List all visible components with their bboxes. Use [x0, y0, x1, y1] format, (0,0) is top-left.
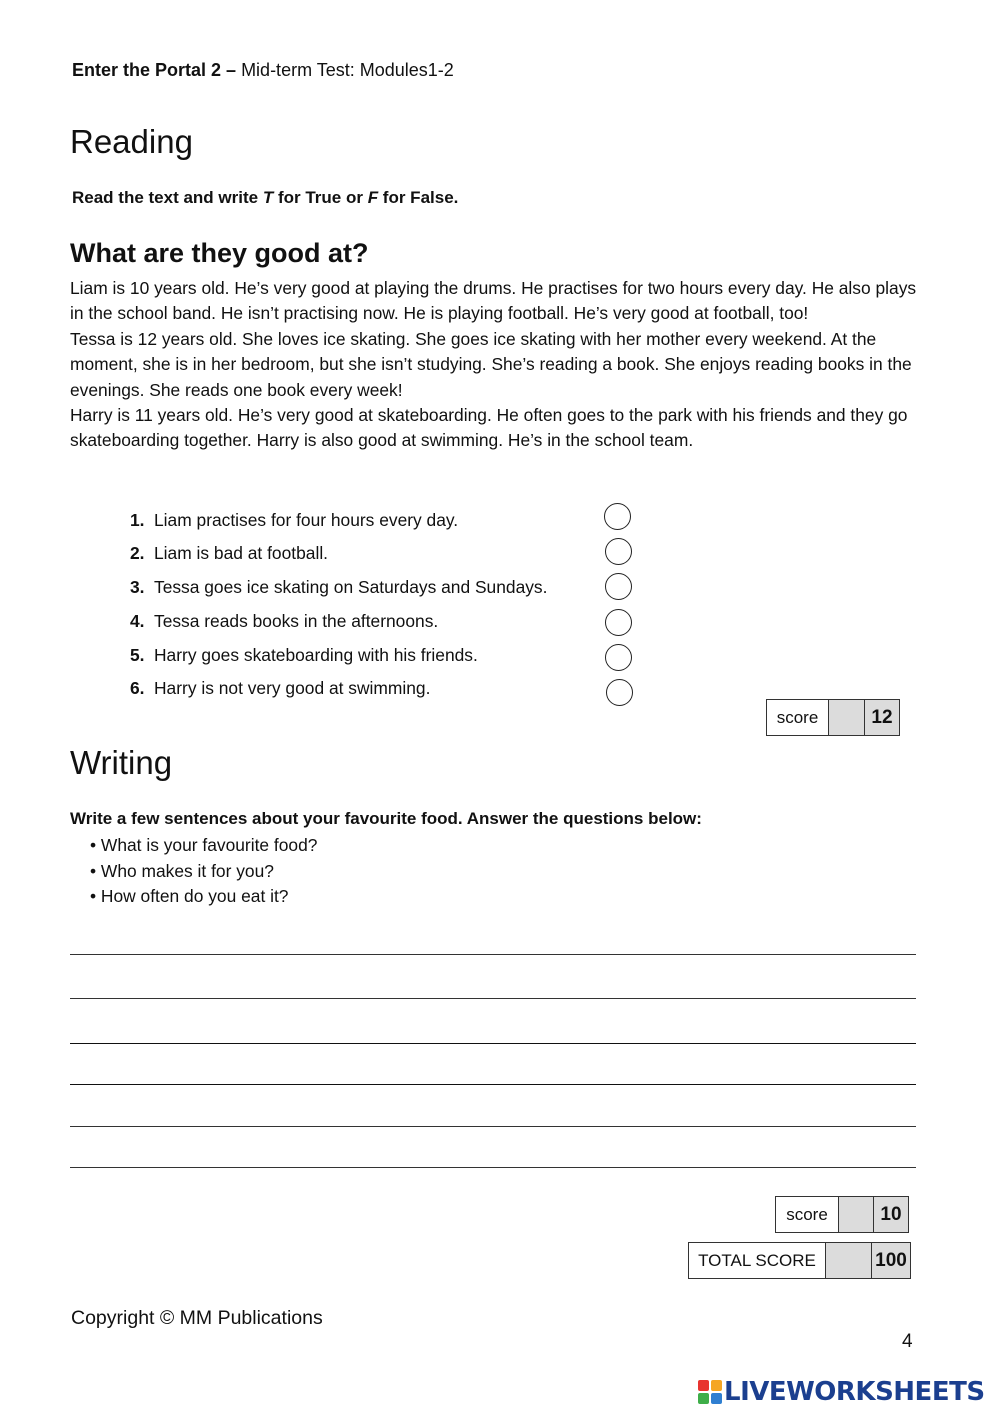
answer-circle-5[interactable] [605, 644, 632, 671]
score-input[interactable] [839, 1197, 874, 1232]
reading-passage [70, 276, 930, 454]
writing-score-box [775, 1196, 909, 1233]
answer-circle-3[interactable] [605, 573, 632, 600]
total-score-max: 100 [872, 1243, 910, 1278]
answer-circle-1[interactable] [604, 503, 631, 530]
question-number: 4. [130, 611, 145, 631]
reading-title: Reading [70, 123, 193, 160]
passage-paragraph-harry: Harry is 11 years old. He’s very good at skateboarding. He often goes to the park with his friends and they go skateboarding together. Harry is also good at swimming. He’s in the school team. [70, 405, 908, 451]
score-input[interactable] [829, 700, 865, 735]
prompt-item: • Who makes it for you? [90, 860, 274, 881]
writing-line[interactable] [70, 1084, 916, 1085]
brand-name: LIVEWORKSHEETS [724, 1377, 985, 1407]
writing-title: Writing [70, 744, 173, 781]
document-header [72, 60, 454, 81]
writing-line[interactable] [70, 954, 916, 955]
writing-line[interactable] [70, 1043, 916, 1044]
question-text: Harry is not very good at swimming. [154, 678, 431, 698]
reading-instruction: Read the text and write T for True or F for False. [72, 188, 459, 207]
question-text: Harry goes skateboarding with his friends. [154, 645, 478, 665]
answer-circle-6[interactable] [606, 679, 633, 706]
prompt-item: • How often do you eat it? [90, 886, 289, 907]
test-title: Mid-term Test: Modules1-2 [236, 60, 454, 80]
question-text: Liam is bad at football. [154, 543, 329, 563]
total-score-label: TOTAL SCORE [689, 1243, 826, 1278]
question-6 [130, 678, 430, 708]
question-1 [130, 510, 458, 540]
question-number: 2. [130, 543, 145, 563]
passage-paragraph-tessa: Tessa is 12 years old. She loves ice skating. She goes ice skating with her mother every weekend. At the moment, she is in her bedroom, but she isn’t studying. She’s reading a book. She enjoys reading books in the evenings. She reads one book every week! [70, 328, 912, 400]
writing-prompts [90, 833, 317, 910]
answer-circle-4[interactable] [605, 609, 632, 636]
reading-score-box [766, 699, 900, 736]
question-2 [130, 543, 328, 573]
score-label: score [776, 1197, 839, 1232]
page-number: 4 [902, 1331, 913, 1352]
writing-line[interactable] [70, 1126, 916, 1127]
question-text: Tessa reads books in the afternoons. [154, 611, 439, 631]
series-title: Enter the Portal 2 – [72, 60, 237, 80]
score-max: 10 [874, 1197, 908, 1232]
writing-line[interactable] [70, 998, 916, 999]
question-number: 6. [130, 678, 145, 698]
liveworksheets-icon [698, 1380, 722, 1404]
writing-line[interactable] [70, 1167, 916, 1168]
question-number: 3. [130, 577, 145, 597]
question-text: Liam practises for four hours every day. [154, 510, 459, 530]
liveworksheets-logo[interactable] [698, 1377, 985, 1407]
score-max: 12 [865, 700, 899, 735]
question-number: 1. [130, 510, 145, 530]
prompt-item: • What is your favourite food? [90, 835, 318, 855]
total-score-box [688, 1242, 911, 1279]
total-score-input[interactable] [826, 1243, 872, 1278]
passage-title: What are they good at? [70, 238, 369, 268]
question-4 [130, 611, 438, 641]
passage-paragraph-liam: Liam is 10 years old. He’s very good at playing the drums. He practises for two hours every day. He also plays in the school band. He isn’t practising now. He is playing football. He’s very good at football, too! [70, 278, 917, 324]
question-text: Tessa goes ice skating on Saturdays and Sundays. [154, 577, 548, 597]
question-number: 5. [130, 645, 145, 665]
score-label: score [767, 700, 829, 735]
answer-circle-2[interactable] [605, 538, 632, 565]
question-5 [130, 645, 478, 675]
copyright: Copyright © MM Publications [71, 1307, 323, 1329]
writing-instruction: Write a few sentences about your favourite food. Answer the questions below: [70, 809, 702, 828]
question-3 [130, 577, 547, 607]
